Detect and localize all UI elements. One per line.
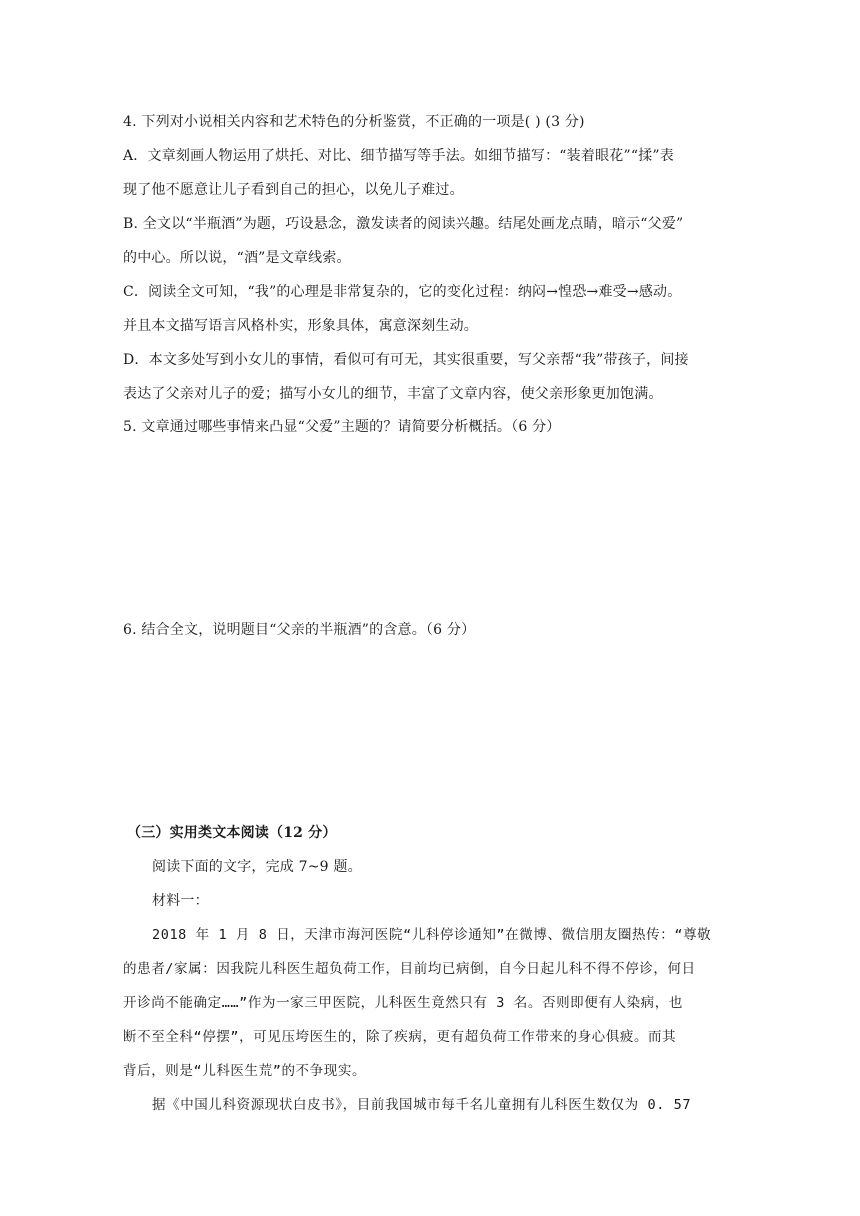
material-paragraph-2-line-1: 据《中国儿科资源现状白皮书》，目前我国城市每千名儿童拥有儿科医生数仅为 0. 57: [152, 1097, 692, 1113]
question-6-title: 6. 结合全文，说明题目“父亲的半瓶酒”的含意。（6 分）: [123, 622, 476, 638]
q4-option-d-line-1: D．本文多处写到小女儿的事情，看似可有可无，其实很重要，写父亲帮“我”带孩子，间接: [123, 352, 689, 368]
material-paragraph-1-line-1: 2018 年 1 月 8 日，天津市海河医院“儿科停诊通知”在微博、微信朋友圈热传：“尊敬: [152, 927, 712, 943]
question-4-title: 4. 下列对小说相关内容和艺术特色的分析鉴赏，不正确的一项是( ) (3 分): [123, 114, 585, 130]
q4-option-d-line-2: 表达了父亲对儿子的爱；描写小女儿的细节，丰富了文章内容，使父亲形象更加饱满。: [123, 386, 663, 402]
q4-option-b-line-2: 的中心。所以说，“酒”是文章线索。: [123, 250, 351, 266]
q4-option-b-line-1: B. 全文以“半瓶酒”为题，巧设悬念，激发读者的阅读兴趣。结尾处画龙点睛，暗示“父爱”: [123, 216, 684, 232]
section-3-instruction: 阅读下面的文字，完成 7~9 题。: [152, 859, 362, 875]
material-one-label: 材料一：: [152, 893, 209, 909]
q4-option-a-line-1: A．文章刻画人物运用了烘托、对比、细节描写等手法。如细节描写：“装着眼花”“揉”表: [123, 148, 674, 164]
question-5-title: 5. 文章通过哪些事情来凸显“父爱”主题的？请简要分析概括。（6 分）: [123, 419, 561, 435]
q4-option-c-line-1: C．阅读全文可知，“我”的心理是非常复杂的，它的变化过程：纳闷→惶恐→难受→感动。: [123, 284, 682, 300]
q4-option-a-line-2: 现了他不愿意让儿子看到自己的担心，以免儿子难过。: [123, 182, 464, 198]
material-paragraph-1-line-3: 开诊尚不能确定……”作为一家三甲医院，儿科医生竟然只有 3 名。否则即便有人染病，也: [123, 995, 683, 1011]
material-paragraph-1-line-4: 断不至全科“停摆”，可见压垮医生的，除了疾病，更有超负荷工作带来的身心俱疲。而其: [123, 1029, 677, 1045]
q4-option-c-line-2: 并且本文描写语言风格朴实，形象具体，寓意深刻生动。: [123, 318, 478, 334]
material-paragraph-1-line-5: 背后，则是“儿科医生荒”的不争现实。: [123, 1063, 367, 1079]
material-paragraph-1-line-2: 的患者/家属：因我院儿科医生超负荷工作，目前均已病倒，自今日起儿科不得不停诊，何日: [123, 961, 696, 977]
section-3-heading: （三）实用类文本阅读（12 分）: [127, 825, 337, 841]
